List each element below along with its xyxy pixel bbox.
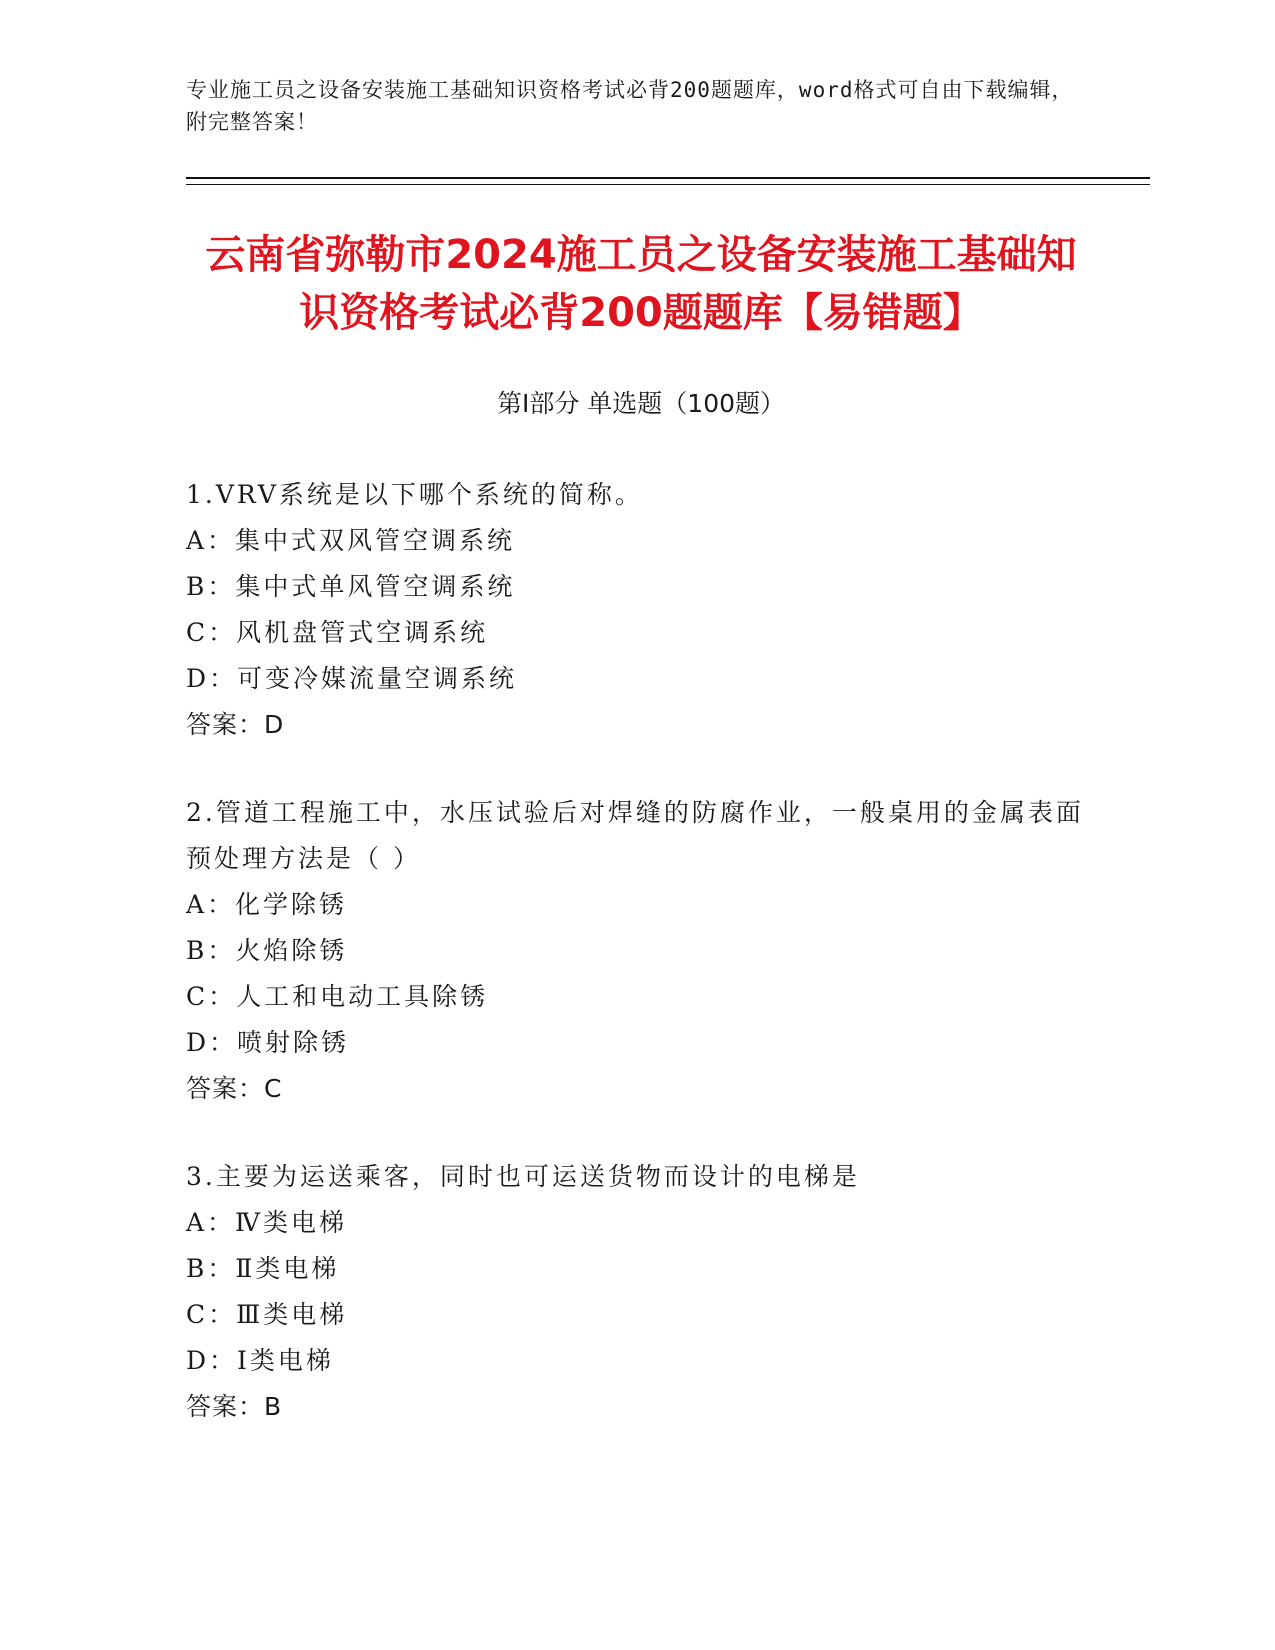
option-a: A：化学除锈 — [186, 890, 348, 919]
question-stem: 1.VRV系统是以下哪个系统的简称。 — [186, 480, 643, 509]
option-c: C：风机盘管式空调系统 — [186, 618, 489, 647]
option-d: D：Ⅰ类电梯 — [186, 1346, 334, 1375]
answer: 答案：C — [186, 1074, 283, 1103]
option-c: C：人工和电动工具除锈 — [186, 982, 489, 1011]
option-c: C：Ⅲ类电梯 — [186, 1300, 348, 1329]
header-rule-thin — [186, 184, 1150, 185]
question-list — [186, 472, 1086, 1472]
header-rule-thick — [186, 177, 1150, 179]
document-title: 云南省弥勒市2024施工员之设备安装施工基础知识资格考试必背200题题库【易错题】 — [205, 232, 1077, 336]
question-1 — [186, 472, 1086, 748]
section-heading: 第Ⅰ部分 单选题（100题） — [496, 389, 786, 418]
header-note: 专业施工员之设备安装施工基础知识资格考试必背200题题库，word格式可自由下载编辑，附完整答案！ — [186, 78, 1074, 134]
question-stem: 2.管道工程施工中，水压试验后对焊缝的防腐作业，一般桌用的金属表面预处理方法是（ ） — [186, 798, 1084, 873]
option-a: A：Ⅳ类电梯 — [186, 1208, 348, 1237]
option-d: D：可变冷媒流量空调系统 — [186, 664, 518, 693]
question-2 — [186, 790, 1086, 1112]
option-a: A：集中式双风管空调系统 — [186, 526, 516, 555]
option-b: B：Ⅱ类电梯 — [186, 1254, 340, 1283]
answer: 答案：D — [186, 710, 285, 739]
question-3 — [186, 1154, 1086, 1430]
answer: 答案：B — [186, 1392, 283, 1421]
question-stem: 3.主要为运送乘客，同时也可运送货物而设计的电梯是 — [186, 1162, 860, 1191]
option-d: D：喷射除锈 — [186, 1028, 350, 1057]
option-b: B：火焰除锈 — [186, 936, 348, 965]
option-b: B：集中式单风管空调系统 — [186, 572, 516, 601]
